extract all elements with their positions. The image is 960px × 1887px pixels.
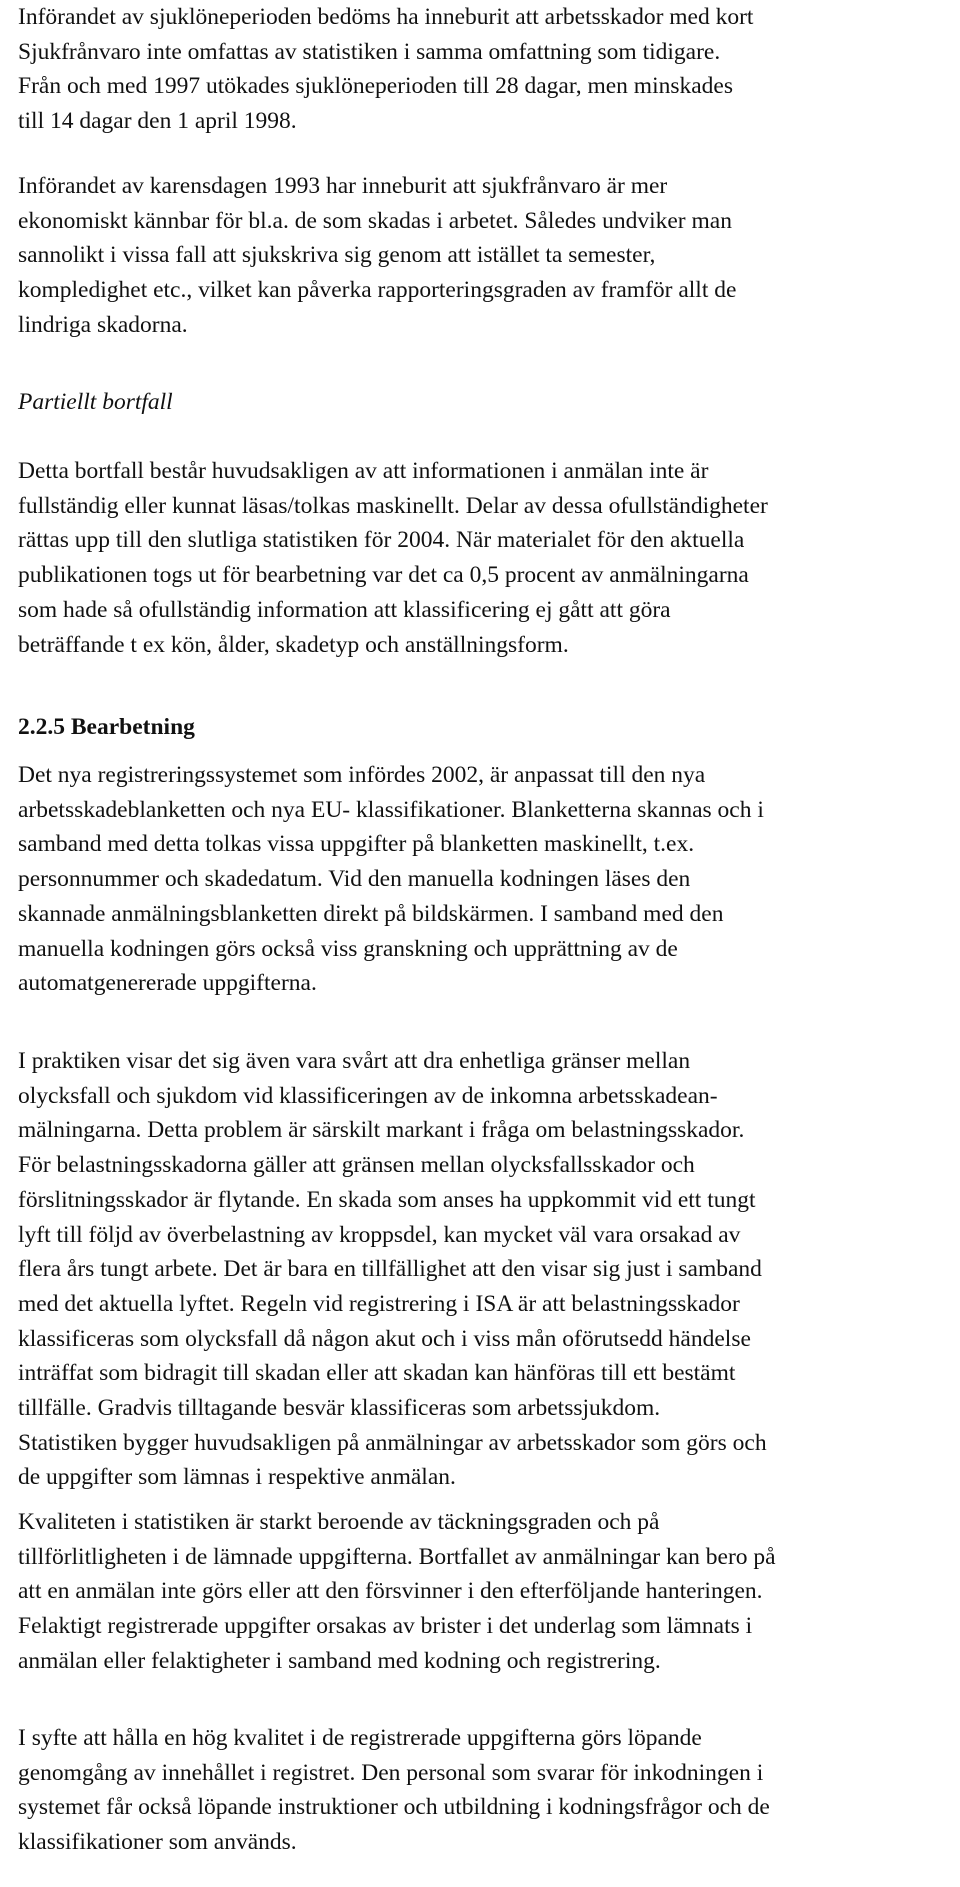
paragraph-karensdagen xyxy=(18,169,958,343)
text-line: arbetsskadeblanketten och nya EU- klassifikationer. Blanketterna skannas och i xyxy=(18,796,764,823)
text-line: samband med detta tolkas vissa uppgifter på blanketten maskinellt, t.ex. xyxy=(18,831,695,858)
text-line: ekonomiskt kännbar för bl.a. de som skadas i arbetet. Således undviker man xyxy=(18,207,732,234)
paragraph-registreringssystemet xyxy=(18,758,958,1001)
text-line: tillfälle. Gradvis tilltagande besvär klassificeras som arbetssjukdom. xyxy=(18,1395,661,1422)
text-line: Införandet av karensdagen 1993 har inneburit att sjukfrånvaro är mer xyxy=(18,173,668,199)
text-line: tillförlitligheten i de lämnade uppgifterna. Bortfallet av anmälningar kan bero på xyxy=(18,1543,776,1570)
text-line: klassifikationer som används. xyxy=(18,1829,297,1856)
text-line: anmälan eller felaktigheter i samband med kodning och registrering. xyxy=(18,1647,661,1674)
text-line: de uppgifter som lämnas i respektive anmälan. xyxy=(18,1464,456,1491)
text-line: manuella kodningen görs också viss granskning och upprättning av de xyxy=(18,935,678,962)
text-line: olycksfall och sjukdom vid klassificeringen av de inkomna arbetsskadean- xyxy=(18,1082,718,1109)
text-line: sannolikt i vissa fall att sjukskriva sig genom att istället ta semester, xyxy=(18,242,656,269)
section-heading: Partiellt bortfall xyxy=(18,389,173,415)
text-line: Sjukfrånvaro inte omfattas av statistiken i samma omfattning som tidigare. xyxy=(18,38,721,65)
text-line: till 14 dagar den 1 april 1998. xyxy=(18,108,297,135)
text-line: inträffat som bidragit till skadan eller att skadan kan hänföras till ett bestämt xyxy=(18,1360,736,1387)
text-line: skannade anmälningsblanketten direkt på bildskärmen. I samband med den xyxy=(18,900,724,927)
text-line: med det aktuella lyftet. Regeln vid registrering i ISA är att belastningsskador xyxy=(18,1290,740,1317)
text-line: För belastningsskadorna gäller att gränsen mellan olycksfallsskador och xyxy=(18,1152,695,1179)
text-line: Felaktigt registrerade uppgifter orsakas av brister i det underlag som lämnats i xyxy=(18,1613,753,1640)
text-line: Detta bortfall består huvudsakligen av att informationen i anmälan inte är xyxy=(18,458,709,484)
text-line: Det nya registreringssystemet som infördes 2002, är anpassat till den nya xyxy=(18,762,706,788)
text-line: lindriga skadorna. xyxy=(18,311,188,338)
text-line: systemet får också löpande instruktioner och utbildning i kodningsfrågor och de xyxy=(18,1794,770,1821)
text-line: kompledighet etc., vilket kan påverka rapporteringsgraden av framför allt de xyxy=(18,277,737,304)
text-line: lyft till följd av överbelastning av kroppsdel, kan mycket väl vara orsakad av xyxy=(18,1221,741,1248)
text-line: fullständig eller kunnat läsas/tolkas maskinellt. Delar av dessa ofullständigheter xyxy=(18,492,768,519)
section-heading: 2.2.5 Bearbetning xyxy=(18,714,195,740)
text-line: klassificeras som olycksfall då någon akut och i viss mån oförutsedd händelse xyxy=(18,1325,751,1352)
text-line: flera års tungt arbete. Det är bara en tillfällighet att den visar sig just i samband xyxy=(18,1256,762,1283)
paragraph-kvaliteten xyxy=(18,1505,958,1679)
text-line: rättas upp till den slutliga statistiken för 2004. När materialet för den aktuella xyxy=(18,527,745,554)
text-line: förslitningsskador är flytande. En skada som anses ha uppkommit vid ett tungt xyxy=(18,1186,756,1213)
paragraph-sjuklonperioden xyxy=(18,0,958,139)
paragraph-olycksfall-sjukdom xyxy=(18,1044,958,1495)
text-line: mälningarna. Detta problem är särskilt markant i fråga om belastningsskador. xyxy=(18,1117,745,1144)
paragraph-hog-kvalitet xyxy=(18,1721,958,1860)
text-line: att en anmälan inte görs eller att den försvinner i den efterföljande hanteringen. xyxy=(18,1578,763,1605)
text-line: I syfte att hålla en hög kvalitet i de registrerade uppgifterna görs löpande xyxy=(18,1725,702,1751)
paragraph-partiellt-bortfall xyxy=(18,454,958,662)
text-line: personnummer och skadedatum. Vid den manuella kodningen läses den xyxy=(18,866,691,893)
text-line: Statistiken bygger huvudsakligen på anmälningar av arbetsskador som görs och xyxy=(18,1429,767,1456)
heading-partiellt-bortfall xyxy=(18,385,958,420)
text-line: som hade så ofullständig information att klassificering ej gått att göra xyxy=(18,596,671,623)
text-line: automatgenererade uppgifterna. xyxy=(18,970,317,997)
text-line: Kvaliteten i statistiken är starkt beroende av täckningsgraden och på xyxy=(18,1509,660,1535)
text-line: beträffande t ex kön, ålder, skadetyp och anställningsform. xyxy=(18,631,569,658)
text-line: Införandet av sjuklöneperioden bedöms ha inneburit att arbetsskador med kort xyxy=(18,4,754,30)
text-line: Från och med 1997 utökades sjuklöneperioden till 28 dagar, men minskades xyxy=(18,73,734,100)
text-line: genomgång av innehållet i registret. Den personal som svarar för inkodningen i xyxy=(18,1759,764,1786)
heading-bearbetning xyxy=(18,710,958,745)
text-line: publikationen togs ut för bearbetning var det ca 0,5 procent av anmälningarna xyxy=(18,562,749,589)
text-line: I praktiken visar det sig även vara svårt att dra enhetliga gränser mellan xyxy=(18,1048,691,1074)
